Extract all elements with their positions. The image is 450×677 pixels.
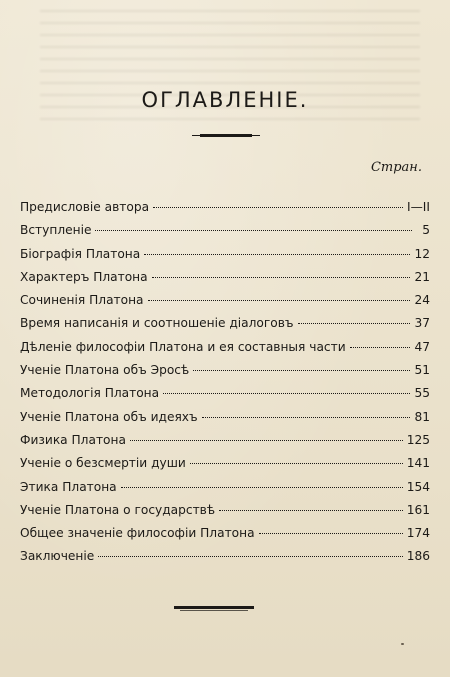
toc-leader-dots	[350, 347, 411, 348]
toc-entry-label: Предисловіе автора	[20, 200, 150, 214]
toc-leader-dots	[202, 417, 411, 418]
toc-entry-page: 125	[406, 432, 430, 447]
toc-leader-dots	[95, 230, 412, 231]
toc-entry-page: I—II	[407, 200, 430, 214]
toc-entry	[20, 341, 430, 364]
toc-entry-label: Ученіе Платона о государствѣ	[20, 502, 216, 517]
toc-entry-page: 174	[406, 526, 430, 541]
toc-entry-label: Методологія Платона	[20, 386, 160, 401]
toc-entry	[20, 294, 430, 317]
page-title: ОГЛАВЛЕНІЕ.	[141, 88, 309, 112]
toc-leader-dots	[144, 254, 410, 255]
toc-entry-label: Ученіе Платона объ идеяхъ	[20, 409, 198, 424]
toc-entry-page: 161	[406, 502, 430, 517]
toc-entry-page: 21	[414, 269, 430, 284]
toc-entry-label: Характеръ Платона	[20, 269, 148, 284]
toc-entry-page: 37	[414, 316, 430, 331]
toc-entry-page: 141	[406, 456, 430, 471]
toc-entry	[20, 411, 430, 434]
toc-entry	[20, 364, 430, 387]
toc-leader-dots	[163, 393, 410, 394]
toc-leader-dots	[153, 207, 403, 208]
toc-entry	[20, 504, 430, 527]
toc-entry-label: Время написанія и соотношеніе діалоговъ	[20, 316, 294, 331]
toc-entry-label: Біографія Платона	[20, 246, 141, 261]
toc-entry-label: Ученіе о безсмертіи души	[20, 456, 186, 471]
table-of-contents	[20, 201, 430, 574]
toc-entry-page: 51	[414, 363, 430, 378]
toc-entry-label: Заключеніе	[20, 549, 95, 564]
page-column-label: Стран.	[370, 160, 422, 175]
toc-entry	[20, 527, 430, 550]
toc-entry-page: 186	[406, 549, 430, 564]
toc-entry	[20, 271, 430, 294]
toc-leader-dots	[121, 487, 403, 488]
toc-entry	[20, 317, 430, 340]
toc-entry	[20, 201, 430, 224]
toc-entry	[20, 248, 430, 271]
toc-leader-dots	[193, 370, 410, 371]
toc-entry-page: 81	[414, 409, 430, 424]
toc-leader-dots	[219, 510, 403, 511]
toc-entry	[20, 550, 430, 573]
toc-entry	[20, 457, 430, 480]
toc-entry-label: Общее значеніе философіи Платона	[20, 526, 255, 541]
toc-leader-dots	[130, 440, 403, 441]
paper-speck	[401, 643, 404, 645]
toc-leader-dots	[152, 277, 411, 278]
toc-entry-label: Сочиненія Платона	[20, 293, 144, 308]
toc-leader-dots	[148, 300, 411, 301]
toc-entry-page: 12	[414, 246, 430, 261]
toc-leader-dots	[298, 323, 411, 324]
toc-entry-label: Вступленіе	[20, 223, 92, 238]
end-ornament-rule	[174, 606, 254, 609]
toc-entry	[20, 224, 430, 247]
toc-leader-dots	[259, 533, 403, 534]
title-ornament-rule	[200, 134, 252, 137]
toc-entry	[20, 434, 430, 457]
toc-entry-page: 24	[414, 293, 430, 308]
toc-entry-page: 55	[414, 386, 430, 401]
toc-entry-label: Физика Платона	[20, 432, 126, 447]
toc-entry-page: 5	[422, 223, 430, 238]
toc-entry	[20, 481, 430, 504]
show-through-text	[40, 10, 420, 130]
toc-entry-label: Этика Платона	[20, 479, 117, 494]
toc-entry-label: Ученіе Платона объ Эросѣ	[20, 363, 190, 378]
toc-entry-label: Дѣленіе философіи Платона и ея составныя части	[20, 339, 346, 354]
toc-entry-page: 154	[406, 479, 430, 494]
toc-leader-dots	[98, 556, 402, 557]
toc-entry-page: 47	[414, 339, 430, 354]
toc-entry	[20, 387, 430, 410]
toc-leader-dots	[190, 463, 403, 464]
